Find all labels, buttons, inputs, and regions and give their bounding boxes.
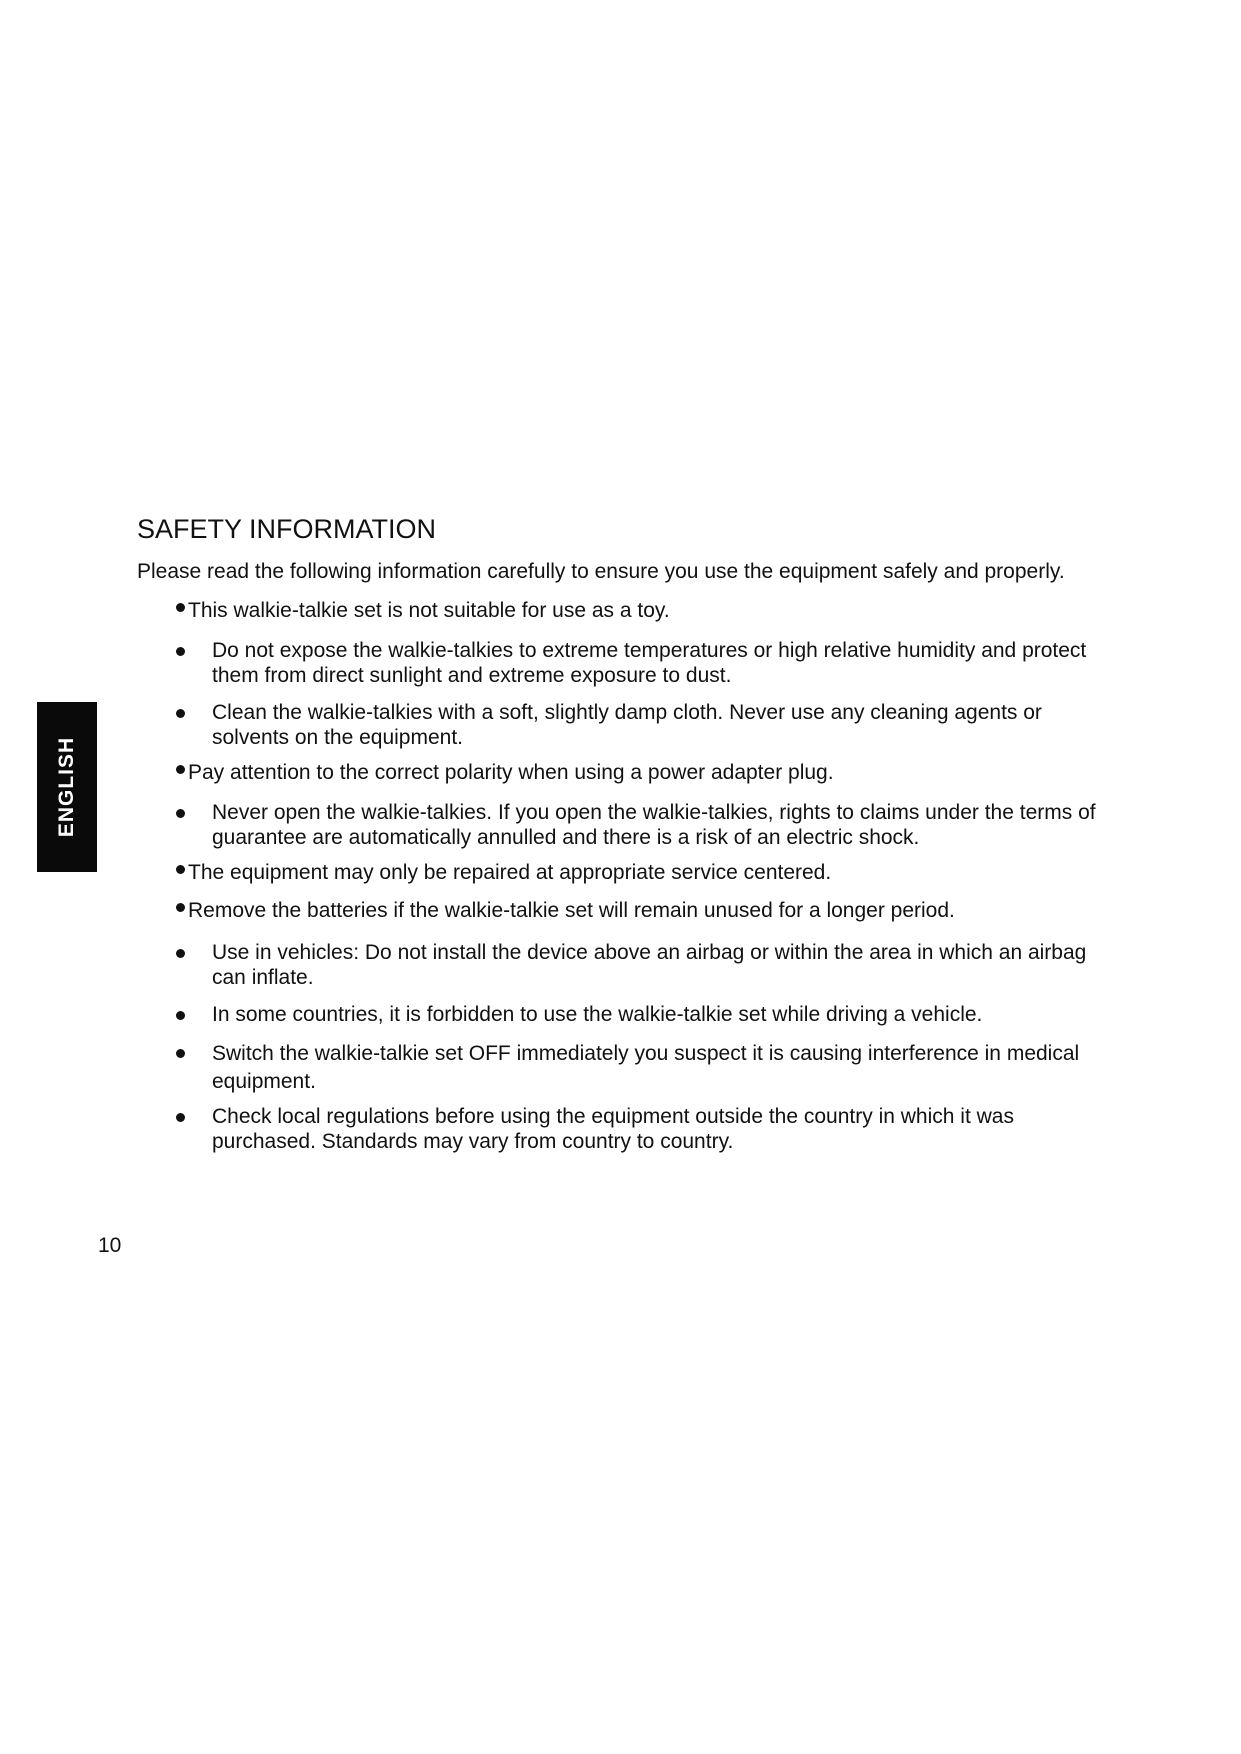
list-item-text: Remove the batteries if the walkie-talkie set will remain unused for a longer period.	[188, 899, 955, 922]
bullet-icon	[176, 1113, 185, 1122]
bullet-icon	[176, 709, 185, 718]
bullet-icon	[176, 949, 185, 958]
bullet-icon	[176, 765, 185, 774]
list-item-text: This walkie-talkie set is not suitable for use as a toy.	[188, 599, 670, 622]
bullet-icon	[176, 865, 185, 874]
list-item-text: Never open the walkie-talkies. If you open the walkie-talkies, rights to claims under the terms of guarantee are automatically annulled and there is a risk of an electric shock.	[212, 801, 1096, 849]
language-tab-label: ENGLISH	[55, 736, 78, 838]
list-item-text: The equipment may only be repaired at appropriate service centered.	[188, 861, 832, 884]
intro-paragraph: Please read the following information carefully to ensure you use the equipment safely and properly.	[137, 560, 1065, 583]
bullet-icon	[176, 603, 185, 612]
list-item-text: Pay attention to the correct polarity when using a power adapter plug.	[188, 761, 834, 784]
bullet-icon	[176, 809, 185, 818]
bullet-icon	[176, 647, 185, 656]
bullet-icon	[176, 1011, 185, 1020]
language-tab	[37, 702, 97, 872]
list-item-text: Clean the walkie-talkies with a soft, slightly damp cloth. Never use any cleaning agents or solvents on the equipment.	[212, 701, 1042, 749]
bullet-icon	[176, 1049, 185, 1058]
list-item-text: Switch the walkie-talkie set OFF immediately you suspect it is causing interference in medical equipment.	[212, 1042, 1080, 1093]
section-title: SAFETY INFORMATION	[137, 514, 437, 544]
page-number: 10	[98, 1234, 122, 1257]
bullet-icon	[176, 903, 185, 912]
list-item-text: Do not expose the walkie-talkies to extreme temperatures or high relative humidity and protect them from direct sunlight and extreme exposure to dust.	[212, 639, 1087, 687]
list-item-text: In some countries, it is forbidden to use the walkie-talkie set while driving a vehicle.	[212, 1003, 983, 1026]
list-item-text: Check local regulations before using the equipment outside the country in which it was purchased. Standards may vary from country to country.	[212, 1105, 1014, 1153]
list-item-text: Use in vehicles: Do not install the device above an airbag or within the area in which an airbag can inflate.	[212, 941, 1087, 989]
